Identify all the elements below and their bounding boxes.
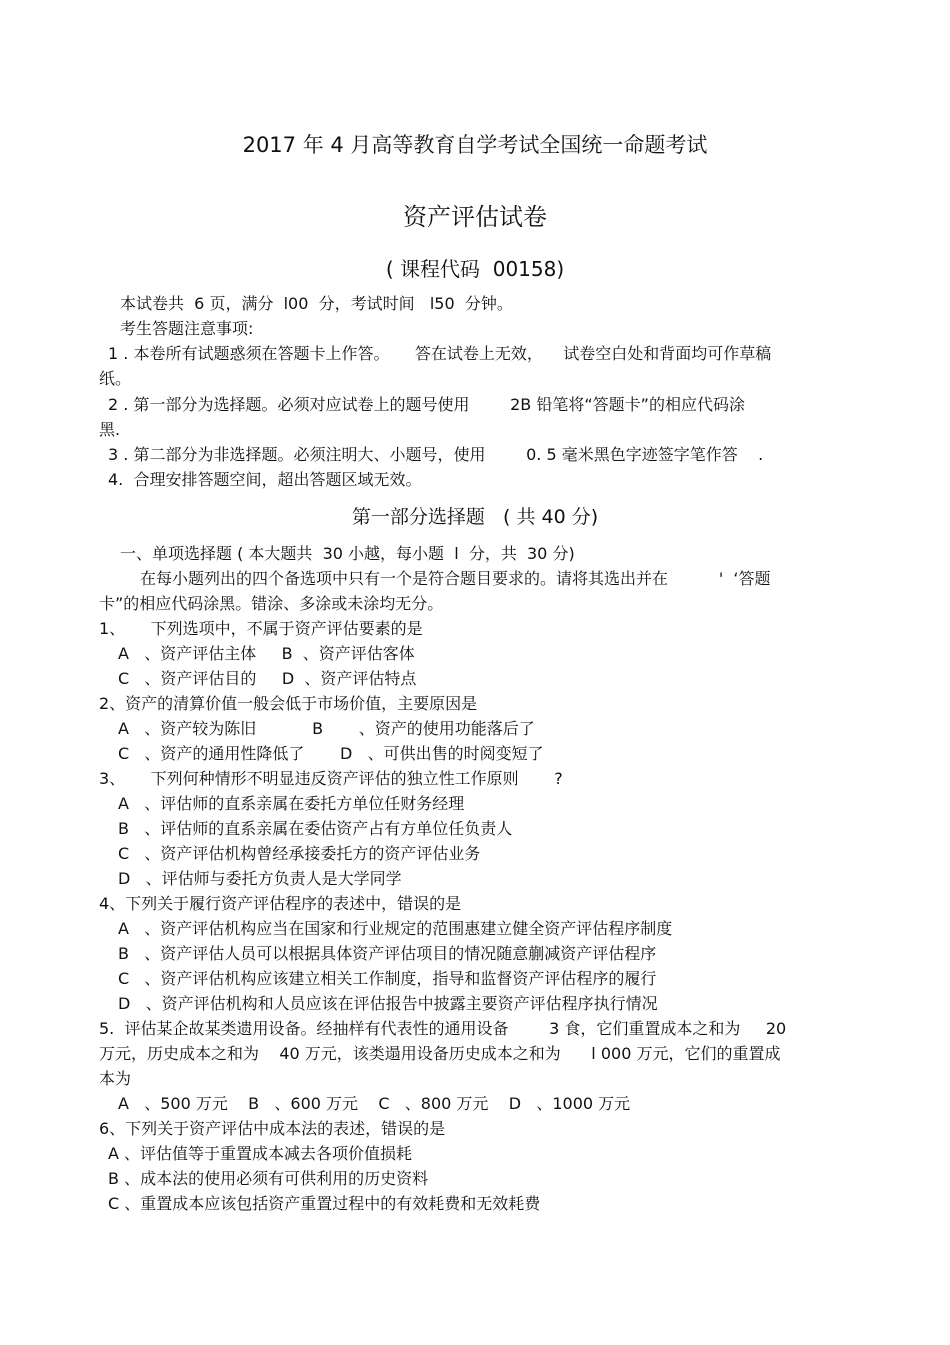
question-3: 3、 下列何种情形不明显违反资产评估的独立性工作原则 ? — [99, 769, 563, 788]
intro-line-1: 本试卷共 6 页，满分 l00 分，考试时间 l50 分钟。 — [120, 294, 513, 313]
q3-option-c: C 、资产评估机构曾经承接委托方的资产评估业务 — [118, 844, 481, 863]
question-5-line-3: 本为 — [99, 1069, 132, 1088]
question-4: 4、下列关于履行资产评估程序的表述中，错误的是 — [99, 894, 462, 913]
q4-option-c: C 、资产评估机构应该建立相关工作制度，指导和监督资产评估程序的履行 — [118, 969, 657, 988]
q6-option-c: C 、重置成本应该包括资产重置过程中的有效耗费和无效耗费 — [108, 1194, 541, 1213]
q6-option-a: A 、评估值等于重置成本减去各项价值损耗 — [108, 1144, 413, 1163]
q4-option-a: A 、资产评估机构应当在国家和行业规定的范围惠建立健全资产评估程序制度 — [118, 919, 673, 938]
question-2: 2、资产的清算价值一般会低于市场价值，主要原因是 — [99, 694, 478, 713]
exam-title: 2017 年 4 月高等教育自学考试全国统一命题考试 — [242, 133, 708, 157]
course-code: ( 课程代码 00158) — [385, 257, 565, 281]
q4-option-b: B 、资产评估人员可以根据具体资产评估项目的情况随意蒯减资产评估程序 — [118, 944, 657, 963]
note-1b: 纸。 — [99, 369, 132, 388]
instruction-a: 在每小题列出的四个备选项中只有一个是符合题目要求的。请将其选出并在 ' ‘答题 — [140, 569, 771, 588]
note-1a: 1 . 本卷所有试题惑须在答题卡上作答。 答在试卷上无效， 试卷空白处和背面均可作草稿 — [108, 344, 772, 363]
note-4: 4. 合理安排答题空间，超出答题区域无效。 — [108, 470, 422, 489]
paper-title: 资产评估试卷 — [403, 203, 547, 231]
q3-option-d: D 、评估师与委托方负责人是大学同学 — [118, 869, 402, 888]
q3-option-b: B 、评估师的直系亲属在委估资产占有方单位任负责人 — [118, 819, 513, 838]
instruction-b: 卡”的相应代码涂黑。错涂、多涂或未涂均无分。 — [99, 594, 444, 613]
q1-options-cd: C 、资产评估目的 D 、资产评估特点 — [118, 669, 417, 688]
question-6: 6、下列关于资产评估中成本法的表述，错误的是 — [99, 1119, 446, 1138]
q1-options-ab: A 、资产评估主体 B 、资产评估客体 — [118, 644, 415, 663]
question-5-line-2: 万元，历史成本之和为 40 万元，该类遢用设备历史成本之和为 l 000 万元，它们的重置成 — [99, 1044, 781, 1063]
q6-option-b: B 、成本法的使用必须有可供利用的历史资料 — [108, 1169, 429, 1188]
part1-heading: 第一部分选择题 ( 共 40 分) — [351, 506, 599, 528]
note-2a: 2 . 第一部分为选择题。必须对应试卷上的题号使用 2B 铅笔将“答题卡”的相应代码涂 — [108, 395, 745, 414]
q4-option-d: D 、资产评估机构和人员应该在评估报告中披露主要资产评估程序执行情况 — [118, 994, 658, 1013]
note-3: 3 . 第二部分为非选择题。必须注明大、小题号，使用 0. 5 毫米黑色字迹签字笔作答 . — [108, 445, 764, 464]
question-5-line-1: 5. 评估某企故某类遗用设备。经抽样有代表性的通用设备 3 食，它们重置成本之和为 20 — [99, 1019, 787, 1038]
q3-option-a: A 、评估师的直系亲属在委托方单位任财务经理 — [118, 794, 465, 813]
question-1: 1、 下列选项中，不属于资产评估要素的是 — [99, 619, 423, 638]
q2-options-ab: A 、资产较为陈旧 B 、资产的使用功能落后了 — [118, 719, 535, 738]
q2-options-cd: C 、资产的通用性降低了 D 、可供出售的时阅变短了 — [118, 744, 544, 763]
note-2b: 黑. — [99, 420, 121, 439]
q5-options: A 、500 万元 B 、600 万元 C 、800 万元 D 、1000 万元 — [118, 1094, 631, 1113]
intro-line-2: 考生答题注意事项: — [120, 319, 254, 338]
section-title: 一、单项选择题 ( 本大题共 30 小越，每小题 l 分，共 30 分) — [120, 544, 575, 563]
